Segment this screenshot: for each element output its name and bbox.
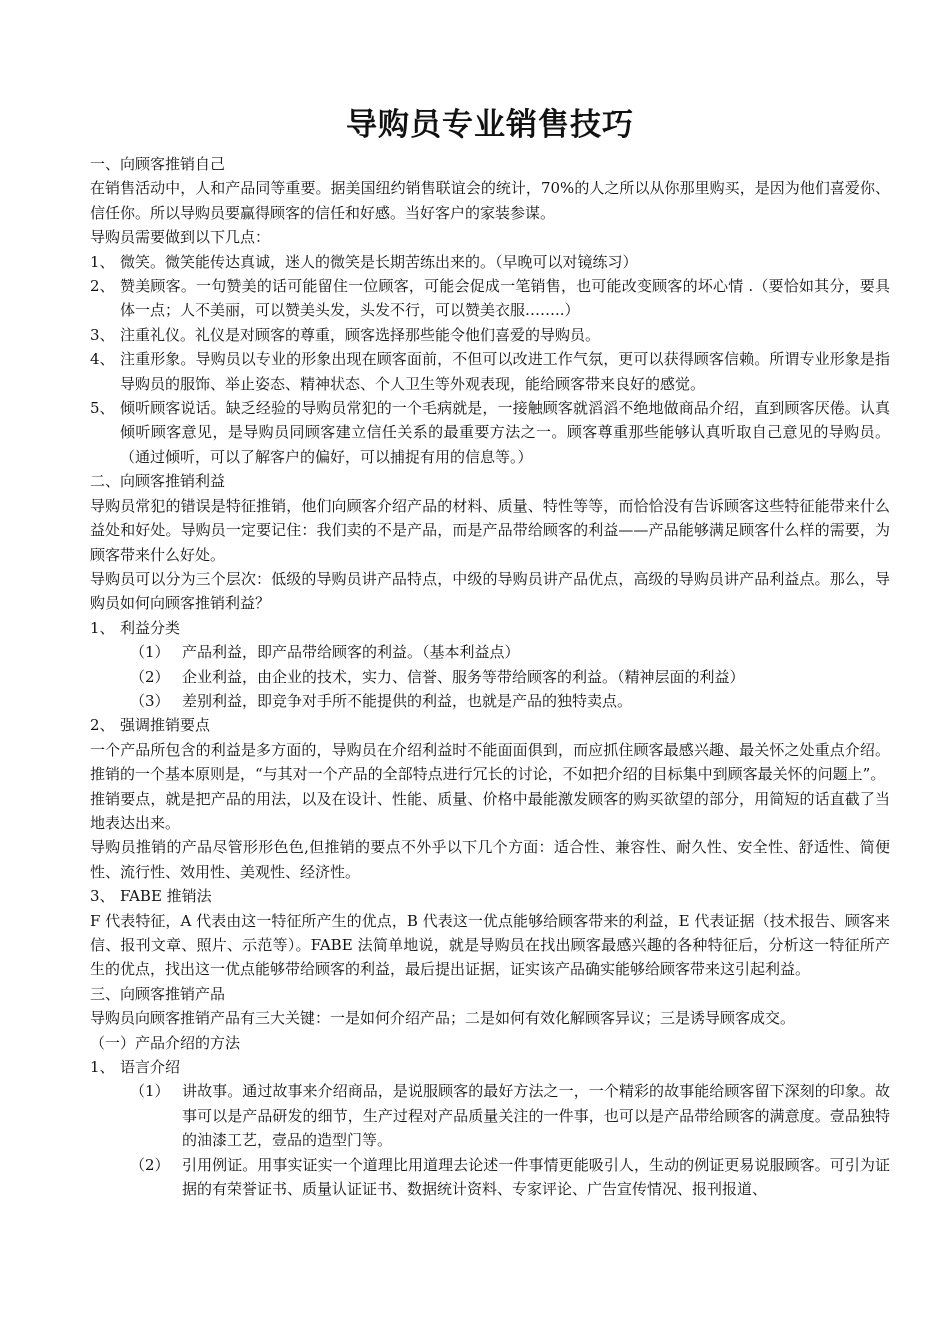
section-heading-1: 一、向顾客推销自己 [90, 155, 226, 173]
list-text: 倾听顾客说话。缺乏经验的导购员常犯的一个毛病就是，一接触顾客就滔滔不绝地做商品介绍，直到顾客厌倦。认真倾听顾客意见，是导购员同顾客建立信任关系的最重要方法之一。顾客尊重那些能够认真听取自己意见的导购员。（通过倾听，可以了解客户的偏好，可以捕捉有用的信息等。） [120, 399, 890, 466]
sub-list-number: （1） [130, 1082, 170, 1101]
sub-list-item [90, 1079, 890, 1152]
sub-list-text: 引用例证。用事实证实一个道理比用道理去论述一件事情更能吸引人，生动的例证更易说服顾客。可引为证据的有荣誉证书、质量认证证书、数据统计资料、专家评论、广告宣传情况、报刊报道、 [182, 1155, 890, 1199]
sub-list-number: （3） [130, 691, 170, 710]
paragraph: 导购员常犯的错误是特征推销，他们向顾客介绍产品的材料、质量、特性等等，而恰恰没有告诉顾客这些特征能带来什么益处和好处。导购员一定要记住：我们卖的不是产品，而是产品带给顾客的利益——产品能够满足顾客什么样的需要，为顾客带来什么好处。 [90, 496, 890, 564]
list-item [90, 347, 890, 396]
sub-list-item [90, 1153, 890, 1202]
list-item [90, 396, 890, 469]
subsection-heading [90, 616, 890, 640]
sub-list-text: 产品利益，即产品带给顾客的利益。（基本利益点） [182, 643, 520, 662]
list-item [90, 274, 890, 323]
paragraph: 推销要点，就是把产品的用法，以及在设计、性能、质量、价格中最能激发顾客的购买欲望的部分，用简短的话直截了当地表达出来。 [90, 789, 890, 832]
paragraph: 在销售活动中，人和产品同等重要。据美国纽约销售联谊会的统计，70%的人之所以从你那里购买，是因为他们喜爱你、信任你。所以导购员要赢得顾客的信任和好感。当好客户的家装参谋。 [90, 179, 890, 222]
list-item [90, 250, 890, 274]
paragraph: 导购员需要做到以下几点： [90, 228, 271, 247]
list-number: 5、 [90, 399, 115, 418]
list-number: 4、 [90, 350, 115, 369]
list-number: 1、 [90, 252, 115, 271]
list-text: 注重礼仪。礼仪是对顾客的尊重，顾客选择那些能令他们喜爱的导购员。 [120, 325, 601, 344]
list-number: 1、 [90, 618, 115, 637]
paragraph: 导购员可以分为三个层次：低级的导购员讲产品特点，中级的导购员讲产品优点，高级的导购员讲产品利益点。那么，导购员如何向顾客推销利益？ [90, 569, 890, 613]
sub-list-item [90, 640, 890, 664]
list-number: 2、 [90, 716, 115, 735]
subsection-title: FABE 推销法 [120, 887, 212, 906]
list-text: 注重形象。导购员以专业的形象出现在顾客面前，不但可以改进工作气氛，更可以获得顾客信赖。所谓专业形象是指导购员的服饰、举止姿态、精神状态、个人卫生等外观表现，能给顾客带来良好的感觉。 [120, 350, 890, 393]
document-title: 导购员专业销售技巧 [346, 107, 634, 143]
subsection-heading [90, 884, 890, 908]
document-page [90, 100, 890, 1201]
sub-list-item [90, 665, 890, 689]
subsection-group-heading: （一）产品介绍的方法 [90, 1033, 241, 1052]
list-number: 3、 [90, 887, 115, 906]
list-item [90, 323, 890, 347]
sub-list-number: （1） [130, 643, 170, 662]
list-number: 2、 [90, 277, 115, 296]
list-text: 微笑。微笑能传达真诚，迷人的微笑是长期苦练出来的。（早晚可以对镜练习） [120, 252, 638, 271]
subsection-heading [90, 1055, 890, 1079]
subsection-title: 强调推销要点 [120, 716, 211, 735]
sub-list-number: （2） [130, 667, 170, 686]
paragraph: 导购员推销的产品尽管形形色色,但推销的要点不外乎以下几个方面：适合性、兼容性、耐久性、安全性、舒适性、简便性、流行性、效用性、美观性、经济性。 [90, 838, 890, 881]
sub-list-text: 差别利益，即竞争对手所不能提供的利益，也就是产品的独特卖点。 [182, 691, 633, 710]
subsection-heading [90, 713, 890, 737]
subsection-title: 利益分类 [120, 618, 181, 637]
subsection-title: 语言介绍 [120, 1058, 181, 1077]
sub-list-text: 讲故事。通过故事来介绍商品，是说服顾客的最好方法之一，一个精彩的故事能给顾客留下深刻的印象。故事可以是产品研发的细节，生产过程对产品质量关注的一件事，也可以是产品带给顾客的满意度。壹品独特的油漆工艺，壹品的造型门等。 [182, 1082, 890, 1150]
sub-list-item [90, 689, 890, 713]
sub-list-text: 企业利益，由企业的技术，实力、信誉、服务等带给顾客的利益。（精神层面的利益） [182, 667, 745, 686]
paragraph: 一个产品所包含的利益是多方面的，导购员在介绍利益时不能面面俱到，而应抓住顾客最感兴趣、最关怀之处重点介绍。推销的一个基本原则是，“与其对一个产品的全部特点进行冗长的讨论，不如把介绍的目标集中到顾客最关怀的问题上”。 [90, 740, 890, 784]
section-heading-3: 三、向顾客推销产品 [90, 984, 226, 1003]
paragraph: 导购员向顾客推销产品有三大关键：一是如何介绍产品；二是如何有效化解顾客异议；三是诱导顾客成交。 [90, 1009, 796, 1028]
list-number: 1、 [90, 1058, 115, 1077]
section-heading-2: 二、向顾客推销利益 [90, 472, 226, 491]
list-text: 赞美顾客。一句赞美的话可能留住一位顾客，可能会促成一笔销售，也可能改变顾客的坏心情 .（要恰如其分，要具体一点；人不美丽，可以赞美头发，头发不行，可以赞美衣服……..） [120, 277, 890, 320]
sub-list-number: （2） [130, 1155, 170, 1174]
paragraph: F 代表特征，A 代表由这一特征所产生的优点，B 代表这一优点能够给顾客带来的利益，E 代表证据（技术报告、顾客来信、报刊文章、照片、示范等）。FABE 法简单地说，就是导购员在找出顾客最感兴趣的各种特征后，分析这一特征所产生的优点，找出这一优点能够带给顾客的利益，最后提出证据，证实该产品确实能够给顾客带来这引起利益。 [90, 911, 890, 979]
list-number: 3、 [90, 325, 115, 344]
